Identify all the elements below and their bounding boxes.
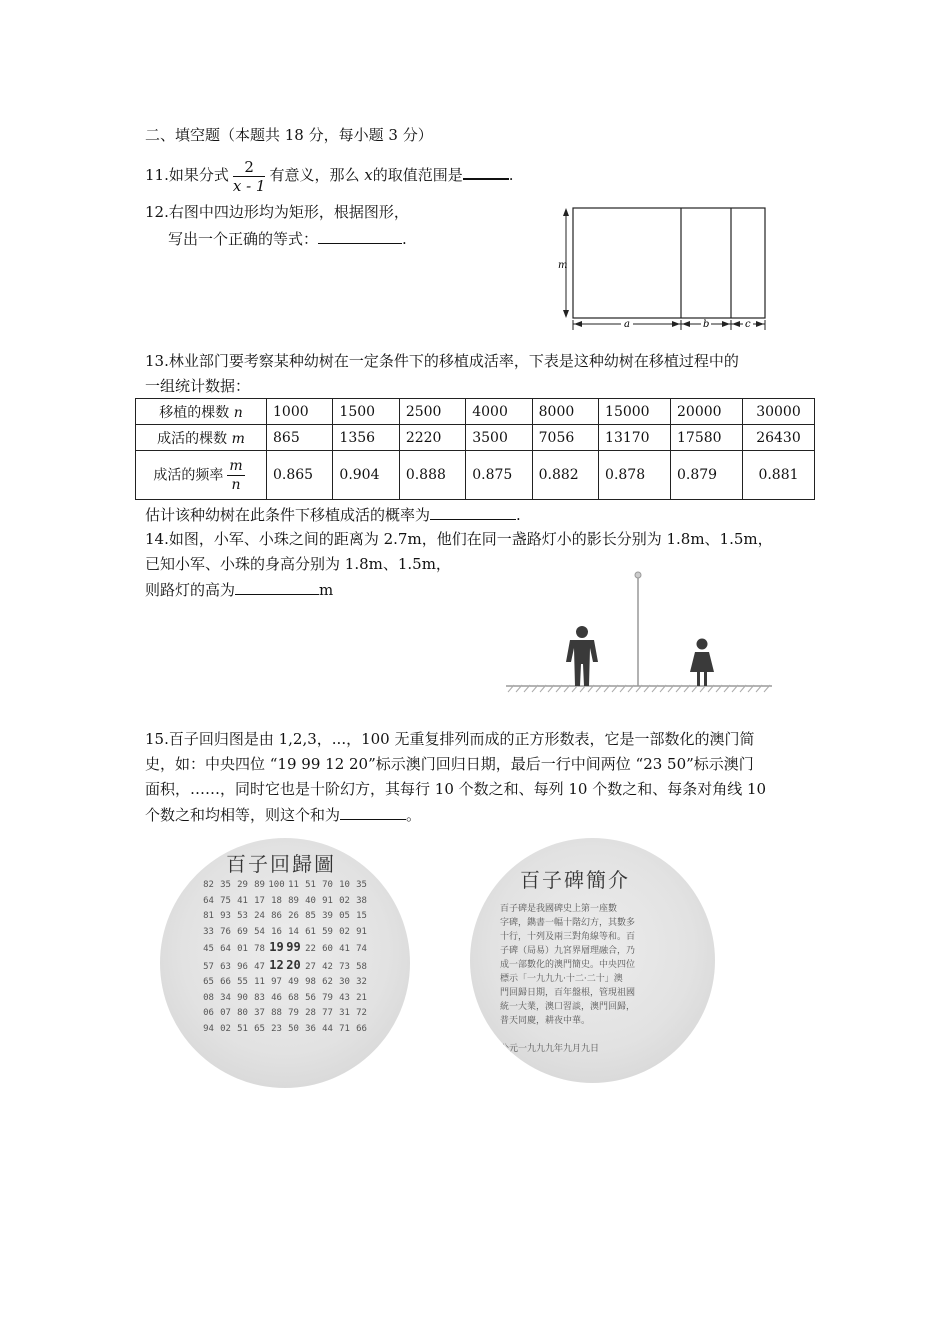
grid-cell: 36 — [305, 1023, 316, 1034]
grid-cell: 80 — [237, 1008, 248, 1018]
grid-cell: 01 — [237, 944, 248, 954]
grid-cell: 71 — [339, 1023, 350, 1034]
stele-line: 標示「一九九九·十二·二十」澳 — [500, 974, 623, 984]
stele-line: 普天同慶，耕夜中華。 — [500, 1016, 591, 1026]
grid-cell: 73 — [339, 961, 350, 972]
disc-right-title: 百子碑簡介 — [520, 868, 630, 892]
streetlight-figure — [500, 568, 780, 696]
grid-cell: 79 — [322, 992, 333, 1003]
frequency-cell: 0.865 — [267, 451, 333, 500]
n-cell: 30000 — [742, 399, 814, 425]
grid-cell: 02 — [339, 895, 350, 906]
grid-cell: 07 — [220, 1008, 231, 1018]
m-cell: 26430 — [742, 425, 814, 451]
q15-line2: 史，如：中央四位 “19 99 12 20”标示澳门回归日期，最后一行中间两位 “23 50”标示澳门 — [145, 755, 754, 773]
woman-silhouette-icon — [690, 639, 714, 687]
grid-cell: 30 — [339, 977, 350, 987]
grid-cell: 62 — [322, 977, 333, 987]
grid-cell: 100 — [268, 880, 285, 890]
grid-cell: 47 — [254, 961, 265, 972]
grid-row — [200, 925, 370, 941]
n-cell: 15000 — [599, 399, 671, 425]
m-cell: 1356 — [333, 425, 399, 451]
frequency-cell: 0.882 — [532, 451, 598, 500]
grid-cell: 70 — [322, 880, 333, 890]
arrow-a-left — [574, 321, 582, 327]
grid-row — [200, 909, 370, 925]
grid-cell: 86 — [271, 911, 282, 921]
grid-cell: 23 — [271, 1023, 282, 1034]
q13-line1: 13.林业部门要考察某种幼树在一定条件下的移植成活率，下表是这种幼树在移植过程中的 — [145, 352, 739, 370]
n-cell: 20000 — [671, 399, 743, 425]
grid-row — [200, 940, 370, 958]
grid-cell: 05 — [339, 911, 350, 921]
disc-left-title: 百子回歸圖 — [226, 852, 336, 876]
grid-cell: 91 — [356, 926, 367, 937]
grid-cell: 81 — [203, 911, 214, 921]
row-m-header: 成活的棵数 m — [136, 425, 267, 451]
q11-suffix-b: 的取值范围是 — [372, 166, 463, 184]
grid-cell: 11 — [288, 880, 299, 890]
table-row-m — [136, 425, 815, 451]
grid-row — [200, 975, 370, 991]
grid-row — [200, 1006, 370, 1022]
grid-cell: 42 — [322, 961, 333, 972]
grid-cell: 60 — [322, 944, 333, 954]
q11-answer-blank[interactable] — [463, 163, 509, 180]
grid-cell: 72 — [356, 1008, 367, 1018]
grid-cell: 63 — [220, 961, 231, 972]
transplant-table — [135, 398, 815, 500]
label-b: b — [703, 319, 710, 330]
label-a: a — [624, 319, 630, 330]
grid-cell: 99 — [286, 940, 301, 954]
grid-cell: 18 — [271, 895, 282, 906]
grid-cell: 17 — [254, 895, 265, 906]
grid-cell: 16 — [271, 926, 282, 937]
m-cell: 13170 — [599, 425, 671, 451]
grid-cell: 93 — [220, 911, 231, 921]
grid-cell: 46 — [271, 992, 282, 1003]
grid-cell: 31 — [339, 1008, 350, 1018]
grid-cell: 28 — [305, 1008, 316, 1018]
q11-variable: x — [364, 166, 373, 184]
grid-cell: 27 — [305, 961, 316, 972]
grid-cell: 38 — [356, 895, 367, 906]
grid-cell: 14 — [288, 926, 299, 937]
stele-line: 百子碑是我國碑史上第一座數 — [500, 904, 618, 914]
grid-cell: 22 — [305, 944, 316, 954]
grid-cell: 55 — [237, 977, 248, 987]
grid-cell: 08 — [203, 992, 214, 1003]
arrow-b-left — [682, 321, 690, 327]
m-cell: 865 — [267, 425, 333, 451]
grid-cell: 49 — [288, 977, 299, 987]
grid-cell: 20 — [286, 957, 301, 972]
grid-cell: 33 — [203, 926, 214, 937]
n-cell: 4000 — [466, 399, 532, 425]
grid-cell: 02 — [220, 1023, 231, 1034]
grid-cell: 02 — [339, 926, 350, 937]
frequency-cell: 0.875 — [466, 451, 532, 500]
man-silhouette-icon — [566, 626, 598, 686]
outer-rectangle — [573, 208, 765, 318]
stele-line: 統一大業，澳口習談，澳門回歸， — [500, 1002, 636, 1012]
grid-cell: 15 — [356, 911, 367, 921]
label-c: c — [745, 319, 751, 330]
q12-answer-blank[interactable] — [318, 228, 402, 244]
n-cell: 8000 — [532, 399, 598, 425]
grid-cell: 77 — [322, 1008, 333, 1018]
grid-cell: 54 — [254, 926, 265, 937]
grid-cell: 83 — [254, 992, 265, 1003]
grid-cell: 10 — [339, 880, 350, 890]
label-m: m — [558, 260, 568, 271]
m-cell: 17580 — [671, 425, 743, 451]
frequency-cell: 0.878 — [599, 451, 671, 500]
grid-cell: 66 — [220, 977, 231, 987]
n-cell: 1000 — [267, 399, 333, 425]
frequency-cell: 0.881 — [742, 451, 814, 500]
table-row-frequency — [136, 451, 815, 500]
q12-line1: 12.右图中四边形均为矩形，根据图形， — [145, 203, 409, 221]
grid-cell: 66 — [356, 1023, 367, 1034]
m-cell: 7056 — [532, 425, 598, 451]
m-cell: 3500 — [466, 425, 532, 451]
grid-cell: 35 — [356, 880, 367, 890]
q15-answer-blank[interactable] — [340, 804, 406, 820]
grid-cell: 51 — [305, 880, 316, 890]
stele-text — [500, 902, 635, 1056]
grid-cell: 64 — [220, 944, 231, 954]
q11-fraction: $\frac{2}{x - 1}$ — [232, 157, 266, 195]
grid-cell: 98 — [305, 977, 316, 987]
grid-cell: 12 — [269, 957, 284, 972]
stele-line: 子碑（局易）九宮界層理融合，乃 — [500, 946, 636, 956]
ground — [506, 685, 772, 692]
m-cell: 2220 — [399, 425, 465, 451]
grid-cell: 65 — [203, 977, 214, 987]
grid-cell: 69 — [237, 926, 248, 937]
table-row-n — [136, 399, 815, 425]
grid-row — [200, 958, 370, 976]
grid-cell: 24 — [254, 911, 265, 921]
stele-line: 成一部數化的澳門簡史。中央四位 — [500, 960, 636, 970]
n-cell: 2500 — [399, 399, 465, 425]
grid-cell: 37 — [254, 1008, 265, 1018]
grid-cell: 94 — [203, 1023, 214, 1034]
grid-cell: 85 — [305, 911, 316, 921]
magic-square-grid — [200, 878, 370, 1037]
stele-intro-disc — [470, 838, 715, 1083]
n-cell: 1500 — [333, 399, 399, 425]
grid-cell: 40 — [305, 895, 316, 906]
grid-cell: 44 — [322, 1023, 333, 1034]
grid-cell: 64 — [203, 895, 214, 906]
q13-answer-blank[interactable] — [430, 504, 516, 520]
grid-cell: 89 — [288, 895, 299, 906]
q11-suffix-a: 有意义，那么 — [269, 166, 360, 184]
stele-line: 門回歸日期，百年盤根，管現祖國 — [500, 988, 636, 998]
frequency-fraction: $\frac{m}{n}$ — [229, 457, 243, 493]
grid-cell: 58 — [356, 961, 367, 972]
q14-answer-blank[interactable] — [235, 579, 319, 595]
grid-cell: 68 — [288, 992, 299, 1003]
grid-cell: 53 — [237, 911, 248, 921]
grid-cell: 97 — [271, 977, 282, 987]
grid-cell: 39 — [322, 911, 333, 921]
grid-row — [200, 894, 370, 910]
grid-cell: 78 — [254, 944, 265, 954]
grid-cell: 96 — [237, 961, 248, 972]
q12-line2: 写出一个正确的等式： . — [168, 230, 407, 248]
m-arrow-bottom — [563, 310, 569, 318]
frequency-cell: 0.904 — [333, 451, 399, 500]
grid-cell: 88 — [271, 1008, 282, 1018]
grid-cell: 34 — [220, 992, 231, 1003]
q11-prefix: 11.如果分式 — [145, 166, 229, 184]
q13-after: 估计该种幼树在此条件下移植成活的概率为 . — [145, 506, 521, 524]
stele-line — [500, 1028, 635, 1042]
grid-cell: 45 — [203, 944, 214, 954]
grid-row — [200, 991, 370, 1007]
grid-cell: 61 — [305, 926, 316, 937]
grid-row — [200, 1022, 370, 1038]
grid-cell: 82 — [203, 880, 214, 890]
grid-cell: 89 — [254, 880, 265, 890]
q14-line1: 14.如图，小军、小珠之间的距离为 2.7m，他们在同一盏路灯小的影长分别为 1.8m、1.5m， — [145, 530, 773, 548]
grid-cell: 41 — [237, 895, 248, 906]
grid-cell: 90 — [237, 992, 248, 1003]
stele-line: 公元一九九九年九月九日 — [500, 1044, 600, 1054]
stele-line: 十行，十列及兩三對角線等和。百 — [500, 932, 636, 942]
row-frequency-header: 成活的频率 $\frac{m}{n}$ — [136, 451, 267, 500]
arrow-b-right — [722, 321, 730, 327]
rectangle-figure — [555, 202, 775, 334]
row-n-header: 移植的棵数 n — [136, 399, 267, 425]
m-arrow-top — [563, 208, 569, 216]
grid-cell: 19 — [269, 940, 284, 954]
q15-line3: 面积，……，同时它也是十阶幻方，其每行 10 个数之和、每列 10 个数之和、每条对角线 10 — [145, 780, 767, 798]
question-11: 11.如果分式 $\frac{2}{x - 1}$ 有意义，那么 x的取值范围是 . — [145, 157, 514, 195]
q14-line3: 则路灯的高为 m — [145, 581, 334, 599]
grid-cell: 59 — [322, 926, 333, 937]
grid-row — [200, 878, 370, 894]
grid-cell: 32 — [356, 977, 367, 987]
grid-cell: 76 — [220, 926, 231, 937]
grid-cell: 11 — [254, 977, 265, 987]
grid-cell: 43 — [339, 992, 350, 1003]
arrow-c-left — [732, 321, 740, 327]
q13-line2: 一组统计数据： — [145, 377, 251, 395]
grid-cell: 29 — [237, 880, 248, 890]
q15-line1: 15.百子回归图是由 1,2,3，...，100 无重复排列而成的正方形数表，它是一部数化的澳门简 — [145, 730, 755, 748]
grid-cell: 35 — [220, 880, 231, 890]
grid-cell: 65 — [254, 1023, 265, 1034]
grid-cell: 06 — [203, 1008, 214, 1018]
lamp-icon — [635, 572, 641, 578]
q15-line4: 个数之和均相等，则这个和为 。 — [145, 806, 422, 824]
frequency-cell: 0.879 — [671, 451, 743, 500]
grid-cell: 21 — [356, 992, 367, 1003]
grid-cell: 75 — [220, 895, 231, 906]
q14-line2: 已知小军、小珠的身高分别为 1.8m、1.5m， — [145, 555, 451, 573]
grid-cell: 79 — [288, 1008, 299, 1018]
grid-cell: 51 — [237, 1023, 248, 1034]
frequency-cell: 0.888 — [399, 451, 465, 500]
grid-cell: 57 — [203, 961, 214, 972]
hundred-number-disc — [160, 838, 410, 1088]
section-heading: 二、填空题（本题共 18 分，每小题 3 分） — [145, 126, 433, 144]
grid-cell: 26 — [288, 911, 299, 921]
stele-line: 字碑，鐫書一幅十階幻方，其數多 — [500, 918, 636, 928]
arrow-c-right — [756, 321, 764, 327]
grid-cell: 56 — [305, 992, 316, 1003]
grid-cell: 74 — [356, 944, 367, 954]
grid-cell: 41 — [339, 944, 350, 954]
arrow-a-right — [672, 321, 680, 327]
grid-cell: 91 — [322, 895, 333, 906]
grid-cell: 50 — [288, 1023, 299, 1034]
